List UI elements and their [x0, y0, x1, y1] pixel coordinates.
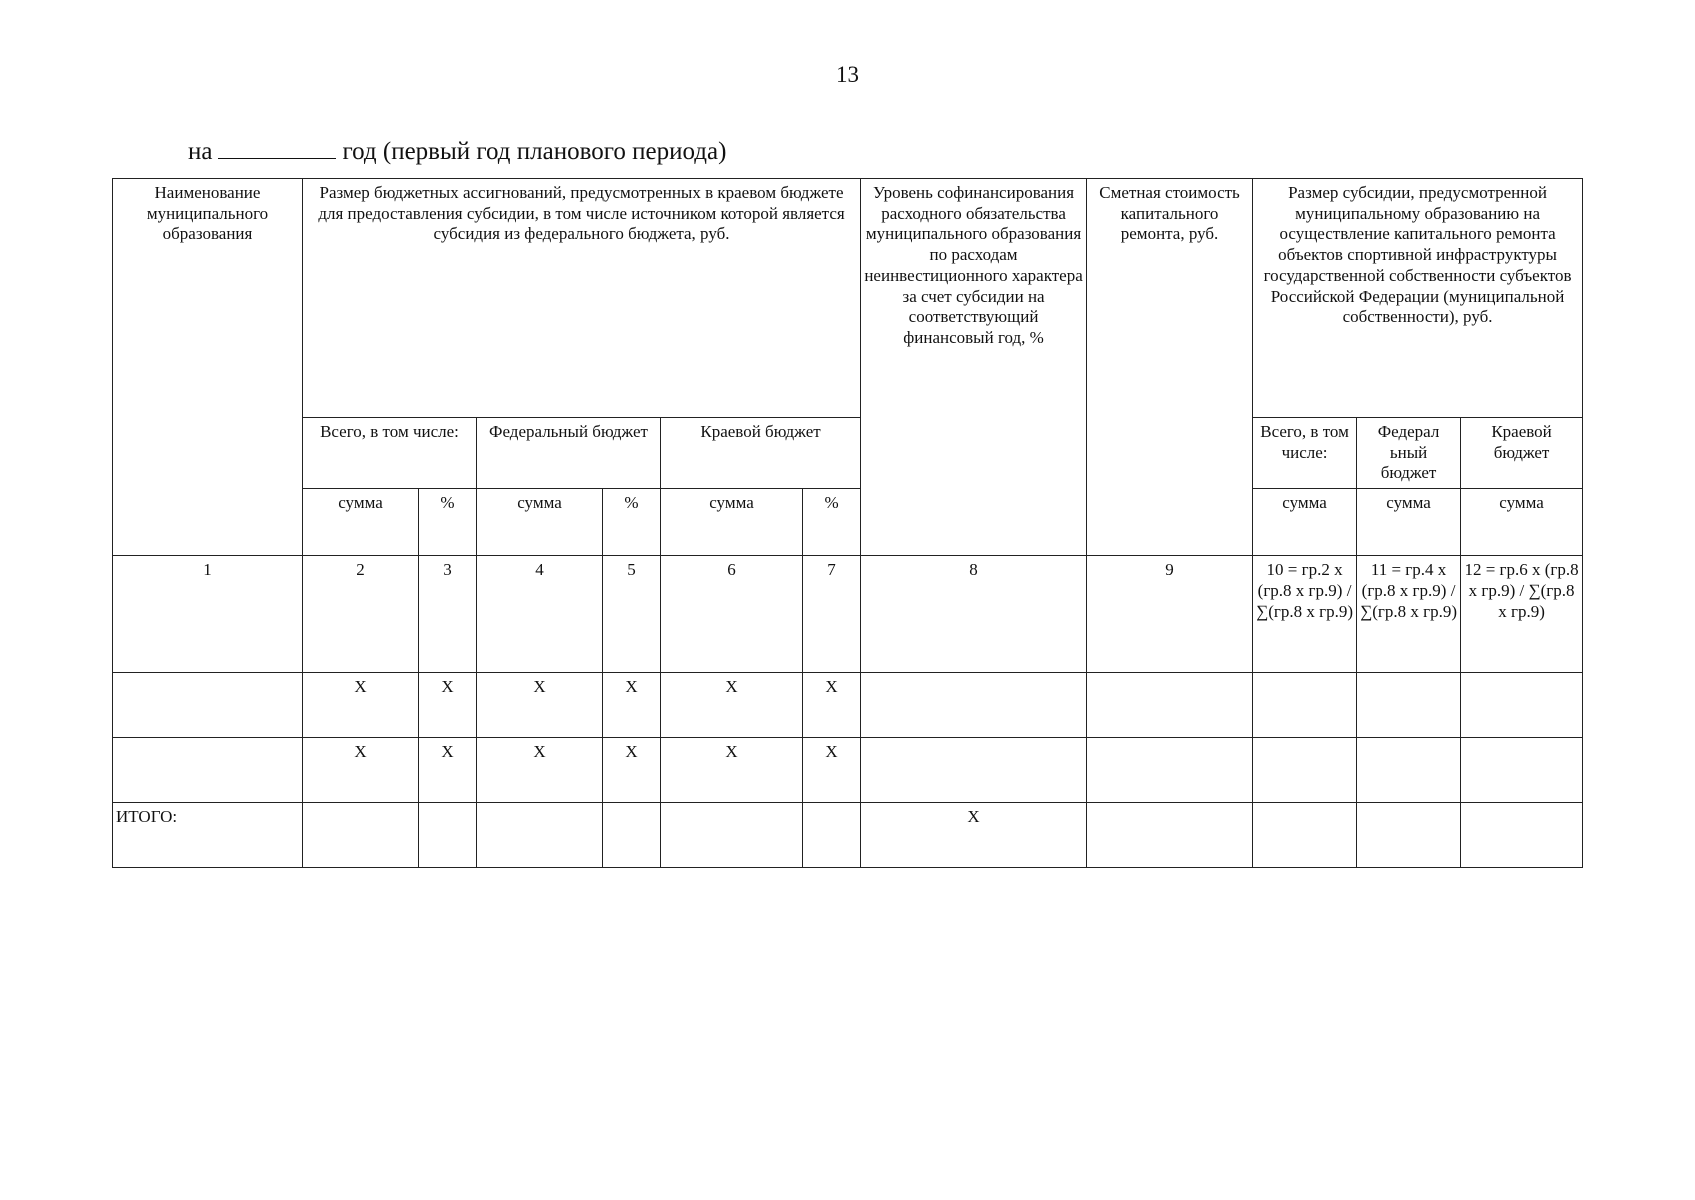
year-blank-line [218, 138, 336, 159]
table-cell [1461, 673, 1583, 738]
period-heading [188, 138, 726, 166]
header-sum: сумма [303, 489, 419, 556]
table-cell: Х [861, 803, 1087, 868]
table-cell: Х [803, 673, 861, 738]
total-row [113, 803, 1583, 868]
column-number: 7 [803, 556, 861, 673]
total-label: ИТОГО: [113, 803, 303, 868]
table-cell [419, 803, 477, 868]
column-number: 1 [113, 556, 303, 673]
table-cell [861, 738, 1087, 803]
header-sub-federal: Федерал ьный бюджет [1357, 418, 1461, 489]
column-number-formula: 10 = гр.2 х (гр.8 х гр.9) / ∑(гр.8 х гр.9) [1253, 556, 1357, 673]
header-percent: % [419, 489, 477, 556]
header-row-mid [113, 418, 1583, 489]
header-estimated-cost: Сметная стоимость капитального ремонта, руб. [1087, 179, 1253, 556]
header-sum: сумма [1253, 489, 1357, 556]
header-municipality: Наименование муниципального образования [113, 179, 303, 556]
table-cell: Х [803, 738, 861, 803]
page-number: 13 [836, 62, 859, 87]
header-sum: сумма [661, 489, 803, 556]
column-number: 9 [1087, 556, 1253, 673]
header-subsidy-size: Размер субсидии, предусмотренной муниципальному образованию на осуществление капитального ремонта объектов спортивной инфраструктуры государственной собственности субъектов Российской Федерации (муниципальной собственности), руб. [1253, 179, 1583, 418]
table-cell [1253, 738, 1357, 803]
table-cell [1357, 803, 1461, 868]
header-sub-total-incl: Всего, в том числе: [1253, 418, 1357, 489]
table-cell [1253, 803, 1357, 868]
header-percent: % [803, 489, 861, 556]
table-row [113, 738, 1583, 803]
table-cell: Х [477, 673, 603, 738]
table-cell [113, 673, 303, 738]
column-number-formula: 12 = гр.6 х (гр.8 х гр.9) / ∑(гр.8 х гр.9) [1461, 556, 1583, 673]
table-cell [1087, 673, 1253, 738]
table-cell [1461, 738, 1583, 803]
header-sum: сумма [1461, 489, 1583, 556]
table-cell [1087, 738, 1253, 803]
header-sum: сумма [477, 489, 603, 556]
table-cell: Х [603, 673, 661, 738]
table-cell [661, 803, 803, 868]
table-cell [303, 803, 419, 868]
header-regional-budget: Краевой бюджет [661, 418, 861, 489]
table-cell [477, 803, 603, 868]
table-row [113, 673, 1583, 738]
table-cell [113, 738, 303, 803]
column-number-formula: 11 = гр.4 х (гр.8 х гр.9) / ∑(гр.8 х гр.9) [1357, 556, 1461, 673]
table-cell [1087, 803, 1253, 868]
column-number: 3 [419, 556, 477, 673]
table-cell [803, 803, 861, 868]
table-cell: Х [419, 738, 477, 803]
table-cell: Х [303, 738, 419, 803]
column-number: 5 [603, 556, 661, 673]
heading-suffix: год (первый год планового периода) [342, 138, 727, 165]
column-number: 8 [861, 556, 1087, 673]
table-cell [1253, 673, 1357, 738]
header-sub-regional: Краевой бюджет [1461, 418, 1583, 489]
table-cell: Х [303, 673, 419, 738]
table-cell [603, 803, 661, 868]
header-row-top [113, 179, 1583, 418]
header-budget-allocations: Размер бюджетных ассигнований, предусмотренных в краевом бюджете для предоставления субсидии, в том числе источником которой является субсидия из федерального бюджета, руб. [303, 179, 861, 418]
table-cell: Х [661, 738, 803, 803]
header-total-incl: Всего, в том числе: [303, 418, 477, 489]
heading-prefix: на [188, 138, 213, 165]
table-cell: Х [603, 738, 661, 803]
table-cell: Х [477, 738, 603, 803]
table-cell: Х [661, 673, 803, 738]
header-cofinancing-level: Уровень софинансирования расходного обязательства муниципального образования по расходам неинвестиционного характера за счет субсидии на соответствующий финансовый год, % [861, 179, 1087, 556]
column-number: 2 [303, 556, 419, 673]
subsidy-table [112, 178, 1583, 868]
table-cell [1357, 738, 1461, 803]
table-cell [1461, 803, 1583, 868]
column-number-row [113, 556, 1583, 673]
header-sum: сумма [1357, 489, 1461, 556]
table-cell [1357, 673, 1461, 738]
column-number: 4 [477, 556, 603, 673]
table-cell [861, 673, 1087, 738]
header-row-sum [113, 489, 1583, 556]
header-percent: % [603, 489, 661, 556]
column-number: 6 [661, 556, 803, 673]
header-federal-budget: Федеральный бюджет [477, 418, 661, 489]
table-cell: Х [419, 673, 477, 738]
